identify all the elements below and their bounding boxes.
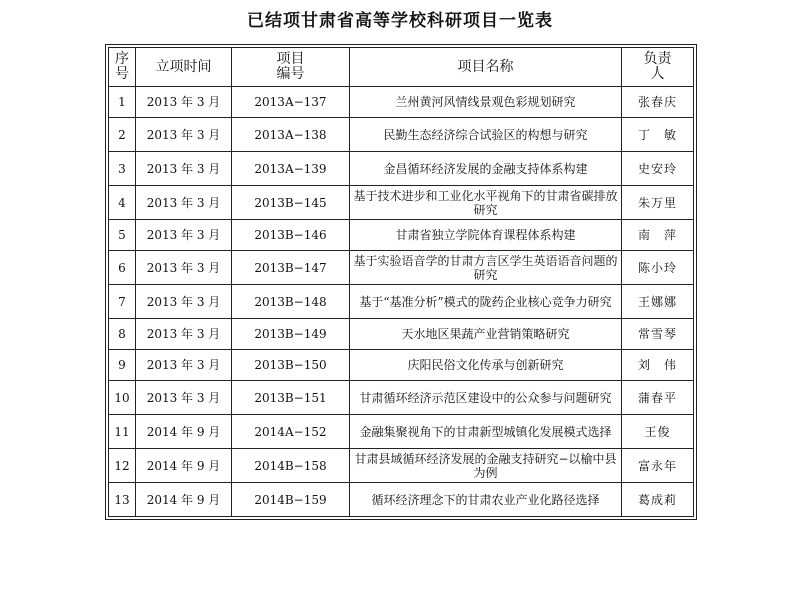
cell-person: 南 萍 [622, 220, 694, 251]
table-row [109, 319, 694, 350]
cell-date: 2013 年 3 月 [136, 251, 232, 285]
table-row [109, 251, 694, 285]
cell-code: 2013B−146 [232, 220, 350, 251]
table-row [109, 186, 694, 220]
cell-code: 2014B−158 [232, 449, 350, 483]
cell-person: 王娜娜 [622, 285, 694, 319]
cell-name: 天水地区果蔬产业营销策略研究 [350, 319, 622, 350]
header-name: 项目名称 [350, 48, 622, 87]
cell-person: 张春庆 [622, 87, 694, 118]
cell-name: 甘肃省独立学院体育课程体系构建 [350, 220, 622, 251]
table-row [109, 483, 694, 517]
cell-seq: 13 [109, 483, 136, 517]
cell-code: 2013B−151 [232, 381, 350, 415]
cell-name: 基于“基准分析”模式的陇药企业核心竞争力研究 [350, 285, 622, 319]
cell-person: 常雪琴 [622, 319, 694, 350]
cell-date: 2013 年 3 月 [136, 87, 232, 118]
cell-date: 2013 年 3 月 [136, 118, 232, 152]
table-row [109, 415, 694, 449]
cell-person: 刘 伟 [622, 350, 694, 381]
table-body [109, 87, 694, 517]
cell-code: 2014A−152 [232, 415, 350, 449]
cell-name: 庆阳民俗文化传承与创新研究 [350, 350, 622, 381]
cell-name: 金昌循环经济发展的金融支持体系构建 [350, 152, 622, 186]
page-title: 已结项甘肃省高等学校科研项目一览表 [247, 11, 553, 31]
cell-seq: 6 [109, 251, 136, 285]
cell-date: 2013 年 3 月 [136, 152, 232, 186]
cell-person: 蒲春平 [622, 381, 694, 415]
cell-seq: 8 [109, 319, 136, 350]
cell-date: 2013 年 3 月 [136, 186, 232, 220]
cell-seq: 9 [109, 350, 136, 381]
cell-name: 金融集聚视角下的甘肃新型城镇化发展模式选择 [350, 415, 622, 449]
cell-code: 2013B−145 [232, 186, 350, 220]
cell-name: 兰州黄河风情线景观色彩规划研究 [350, 87, 622, 118]
cell-seq: 10 [109, 381, 136, 415]
cell-date: 2013 年 3 月 [136, 220, 232, 251]
cell-code: 2013B−150 [232, 350, 350, 381]
table-row [109, 285, 694, 319]
cell-code: 2013B−147 [232, 251, 350, 285]
cell-person: 王俊 [622, 415, 694, 449]
cell-seq: 12 [109, 449, 136, 483]
table-row [109, 152, 694, 186]
cell-name: 基于技术进步和工业化水平视角下的甘肃省碳排放研究 [350, 186, 622, 220]
cell-seq: 2 [109, 118, 136, 152]
cell-code: 2013A−139 [232, 152, 350, 186]
cell-date: 2013 年 3 月 [136, 319, 232, 350]
cell-date: 2013 年 3 月 [136, 285, 232, 319]
table-header-row [109, 48, 694, 87]
cell-person: 葛成莉 [622, 483, 694, 517]
cell-name: 基于实验语音学的甘肃方言区学生英语语音问题的研究 [350, 251, 622, 285]
cell-seq: 11 [109, 415, 136, 449]
cell-person: 富永年 [622, 449, 694, 483]
cell-code: 2013B−149 [232, 319, 350, 350]
header-person: 负责 人 [622, 48, 694, 87]
table-row [109, 118, 694, 152]
cell-seq: 1 [109, 87, 136, 118]
table-row [109, 381, 694, 415]
project-table [108, 47, 694, 517]
cell-name: 甘肃县域循环经济发展的金融支持研究−以榆中县为例 [350, 449, 622, 483]
cell-code: 2014B−159 [232, 483, 350, 517]
cell-person: 陈小玲 [622, 251, 694, 285]
cell-date: 2013 年 3 月 [136, 381, 232, 415]
header-code: 项目 编号 [232, 48, 350, 87]
cell-seq: 3 [109, 152, 136, 186]
cell-name: 甘肃循环经济示范区建设中的公众参与问题研究 [350, 381, 622, 415]
table-row [109, 87, 694, 118]
cell-code: 2013A−137 [232, 87, 350, 118]
table-row [109, 449, 694, 483]
table-row [109, 220, 694, 251]
cell-name: 民勤生态经济综合试验区的构想与研究 [350, 118, 622, 152]
cell-seq: 7 [109, 285, 136, 319]
cell-date: 2014 年 9 月 [136, 415, 232, 449]
cell-person: 史安玲 [622, 152, 694, 186]
cell-date: 2013 年 3 月 [136, 350, 232, 381]
cell-code: 2013B−148 [232, 285, 350, 319]
cell-seq: 5 [109, 220, 136, 251]
cell-code: 2013A−138 [232, 118, 350, 152]
header-seq: 序 号 [109, 48, 136, 87]
cell-date: 2014 年 9 月 [136, 483, 232, 517]
cell-seq: 4 [109, 186, 136, 220]
table-row [109, 350, 694, 381]
cell-person: 朱万里 [622, 186, 694, 220]
cell-name: 循环经济理念下的甘肃农业产业化路径选择 [350, 483, 622, 517]
cell-date: 2014 年 9 月 [136, 449, 232, 483]
header-date: 立项时间 [136, 48, 232, 87]
cell-person: 丁 敏 [622, 118, 694, 152]
